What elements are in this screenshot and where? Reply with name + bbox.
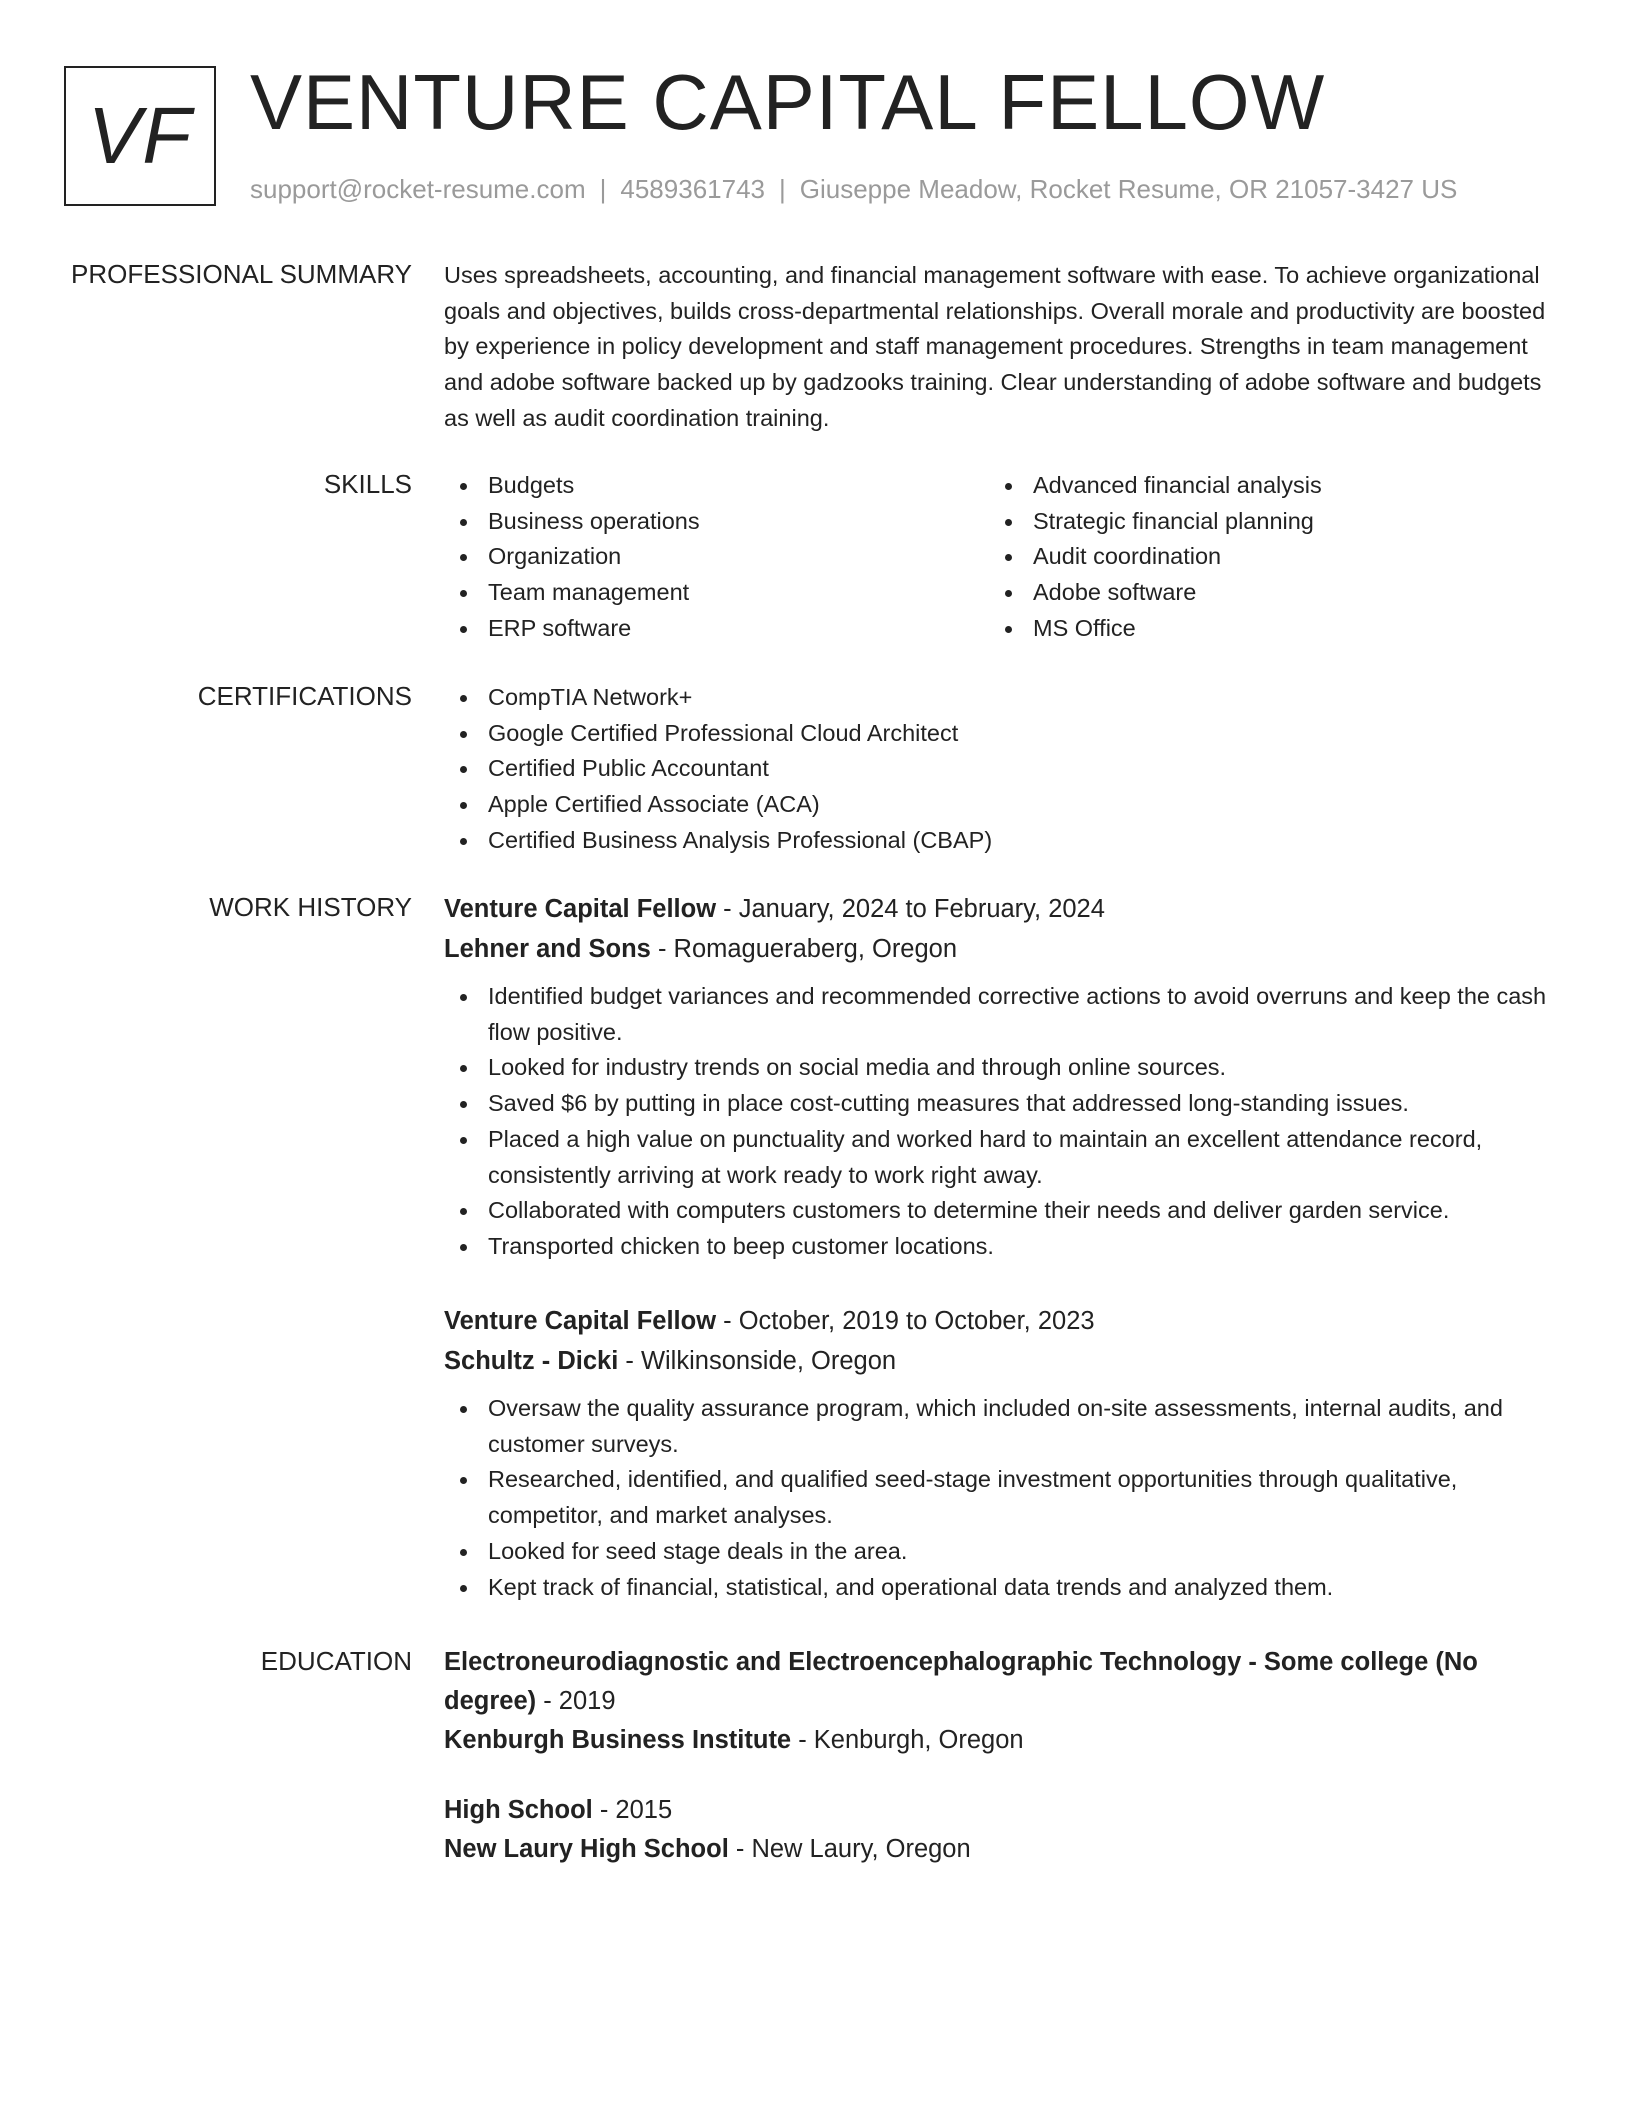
job-company: Lehner and Sons (444, 935, 651, 963)
job-title: Venture Capital Fellow (444, 1307, 717, 1335)
job-dates: - October, 2019 to October, 2023 (716, 1307, 1095, 1335)
contact-separator: | (779, 174, 786, 204)
education-degree-line (444, 1791, 1564, 1830)
job-title-line (444, 1301, 1564, 1341)
skill-item: Team management (444, 575, 989, 611)
job-bullet: Transported chicken to beep customer locations. (444, 1229, 1564, 1265)
certifications-list (444, 680, 1564, 859)
section-label-summary: PROFESSIONAL SUMMARY (71, 259, 412, 289)
monogram-text: VF (87, 91, 193, 180)
section-label-certifications: CERTIFICATIONS (197, 681, 412, 711)
certification-item: Certified Public Accountant (444, 751, 1564, 787)
job-bullet: Saved $6 by putting in place cost-cutting measures that addressed long-standing issues. (444, 1086, 1564, 1122)
education-location: - New Laury, Oregon (728, 1835, 971, 1863)
skill-item: Business operations (444, 504, 989, 540)
job-company: Schultz - Dicki (444, 1347, 619, 1375)
education-school-line (444, 1830, 1564, 1869)
skill-item: MS Office (989, 611, 1534, 647)
job-bullet: Researched, identified, and qualified seed-stage investment opportunities through qualitative, competitor, and market analyses. (444, 1462, 1564, 1533)
education-school-line (444, 1721, 1504, 1760)
job-bullet: Looked for seed stage deals in the area. (444, 1534, 1564, 1570)
job-location: - Wilkinsonside, Oregon (618, 1347, 897, 1375)
summary-text: Uses spreadsheets, accounting, and financial management software with ease. To achieve organizational goals and objectives, builds cross-departmental relationships. Overall morale and productivity are boosted by experience in policy development and staff management procedures. Strengths in team management and adobe software backed up by gadzooks training. Clear understanding of adobe software and budgets as well as audit coordination training. (444, 262, 1546, 431)
monogram-badge (64, 66, 216, 206)
job-bullet: Collaborated with computers customers to determine their needs and deliver garden service. (444, 1193, 1564, 1229)
education-location: - Kenburgh, Oregon (791, 1726, 1024, 1754)
education-entry (444, 1791, 1564, 1869)
contact-email: support@rocket-resume.com (250, 174, 586, 204)
education-school: New Laury High School (444, 1835, 729, 1863)
skill-item: Strategic financial planning (989, 504, 1534, 540)
contact-line (250, 173, 1457, 205)
education-entry (444, 1643, 1504, 1760)
skill-item: Budgets (444, 468, 989, 504)
contact-address: Giuseppe Meadow, Rocket Resume, OR 21057-3427 US (799, 174, 1458, 204)
skill-item: ERP software (444, 611, 989, 647)
education-degree: High School (444, 1796, 593, 1824)
section-label-work-history: WORK HISTORY (209, 892, 412, 922)
job-bullet: Placed a high value on punctuality and worked hard to maintain an excellent attendance record, consistently arriving at work ready to work right away. (444, 1122, 1564, 1193)
contact-phone: 4589361743 (620, 174, 765, 204)
job-bullets (444, 1391, 1564, 1605)
job-title-line (444, 889, 1564, 929)
contact-separator: | (599, 174, 607, 204)
education-school: Kenburgh Business Institute (444, 1726, 792, 1754)
job-bullets (444, 979, 1564, 1265)
skill-item: Organization (444, 539, 989, 575)
education-year: - 2019 (536, 1687, 616, 1715)
job-bullet: Looked for industry trends on social media and through online sources. (444, 1050, 1564, 1086)
job-company-line (444, 929, 1564, 969)
section-label-skills: SKILLS (323, 469, 412, 499)
job-bullet: Oversaw the quality assurance program, which included on-site assessments, internal audits, and customer surveys. (444, 1391, 1564, 1462)
job-title: Venture Capital Fellow (444, 895, 717, 923)
job-dates: - January, 2024 to February, 2024 (716, 895, 1105, 923)
page-title: VENTURE CAPITAL FELLOW (250, 58, 1326, 146)
education-degree: Electroneurodiagnostic and Electroencephalographic Technology - Some college (No degree) (444, 1648, 1478, 1715)
certification-item: Google Certified Professional Cloud Architect (444, 716, 1564, 752)
certification-item: Certified Business Analysis Professional (CBAP) (444, 823, 1564, 859)
skill-item: Advanced financial analysis (989, 468, 1534, 504)
skill-item: Adobe software (989, 575, 1534, 611)
job-bullet: Kept track of financial, statistical, and operational data trends and analyzed them. (444, 1570, 1564, 1606)
skill-item: Audit coordination (989, 539, 1534, 575)
certification-item: CompTIA Network+ (444, 680, 1564, 716)
education-year: - 2015 (592, 1796, 673, 1824)
skills-list-left (444, 468, 989, 647)
section-label-education: EDUCATION (260, 1646, 412, 1676)
job-location: - Romagueraberg, Oregon (650, 935, 958, 963)
skills-list-right (989, 468, 1534, 647)
certifications-body (444, 680, 1564, 859)
education-degree-line (444, 1643, 1504, 1721)
skills-columns (444, 468, 1564, 647)
job-company-line (444, 1341, 1564, 1381)
job-entry (444, 1301, 1564, 1605)
certification-item: Apple Certified Associate (ACA) (444, 787, 1564, 823)
job-entry (444, 889, 1564, 1265)
job-bullet: Identified budget variances and recommended corrective actions to avoid overruns and keep the cash flow positive. (444, 979, 1564, 1050)
